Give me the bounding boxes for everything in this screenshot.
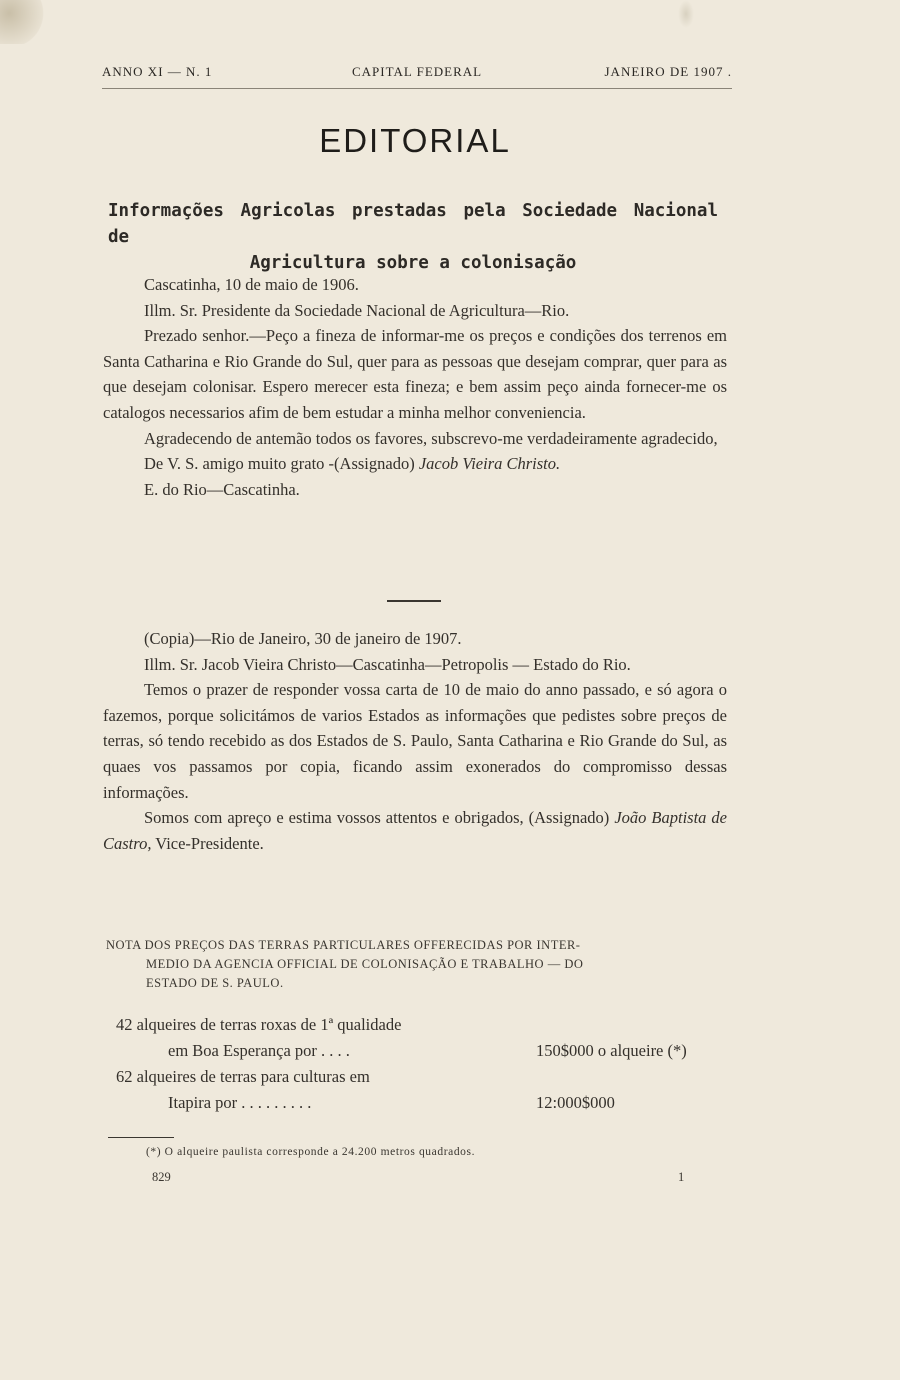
- letter-reply: [103, 626, 727, 856]
- letter-request: [103, 272, 727, 502]
- letter-place-date: Cascatinha, 10 de maio de 1906.: [144, 275, 359, 294]
- header-rule: [102, 88, 732, 89]
- letter-state: E. do Rio—Cascatinha.: [144, 479, 300, 499]
- letter-signature: Jacob Vieira Christo.: [418, 454, 561, 474]
- reply-signature: João Baptista de Castro,: [103, 808, 727, 853]
- item-description: em Boa Esperança por . . . .: [168, 1041, 350, 1060]
- article-subtitle: [108, 198, 718, 276]
- item-description: Itapira por . . . . . . . . .: [168, 1093, 312, 1112]
- price-note-heading: [106, 936, 728, 993]
- header-date: JANEIRO DE 1907 .: [604, 64, 732, 79]
- item-price: 12:000$000: [536, 1093, 615, 1112]
- list-item: [116, 1090, 736, 1116]
- closing-text: De V. S. amigo muito grato -(Assignado): [144, 454, 419, 474]
- header-issue: ANNO XI — N. 1: [102, 64, 213, 79]
- footnote-rule: [108, 1137, 174, 1138]
- page-number: 1: [678, 1170, 685, 1184]
- page-stain: [0, 0, 46, 44]
- reply-address: Illm. Sr. Jacob Vieira Christo—Cascatinha—Petropolis — Estado do Rio.: [144, 654, 631, 674]
- letter-address: Illm. Sr. Presidente da Sociedade Nacional de Agricultura—Rio.: [144, 300, 570, 320]
- letter-closing: [103, 451, 727, 477]
- item-price: 150$000 o alqueire (*): [536, 1041, 687, 1060]
- nota-line-2: MEDIO DA AGENCIA OFFICIAL DE COLONISAÇÃO E TRABALHO — DO: [146, 957, 584, 971]
- list-item: [116, 1038, 736, 1064]
- price-list: [116, 1012, 736, 1116]
- reply-heading: (Copia)—Rio de Janeiro, 30 de janeiro de 1907.: [144, 629, 462, 648]
- subtitle-line-2: Agricultura sobre a colonisação: [249, 253, 577, 273]
- footnote: (*) O alqueire paulista corresponde a 24.200 metros quadrados.: [146, 1146, 476, 1158]
- header-place: CAPITAL FEDERAL: [352, 64, 483, 79]
- list-item: [116, 1012, 736, 1038]
- reply-closing-text: Somos com apreço e estima vossos attentos e obrigados, (Assignado): [144, 808, 615, 828]
- section-separator: [387, 600, 441, 602]
- signature-code: 829: [152, 1170, 171, 1184]
- letter-paragraph: Agradecendo de antemão todos os favores, subscrevo-me verdadeiramente agradecido,: [144, 428, 718, 448]
- letter-paragraph: Prezado senhor.—Peço a fineza de informar-me os preços e condições dos terrenos em Santa Catharina e Rio Grande do Sul, quer para as pessoas que desejam comprar, quer para as que desejam colonisar. Espero merecer esta fineza; e bem assim peço ainda fornecer-me os catalogos necessarios afim de bem estudar a minha melhor conveniencia.: [103, 326, 727, 422]
- nota-line-3: ESTADO DE S. PAULO.: [146, 976, 284, 990]
- subtitle-line-1: Informações Agricolas prestadas pela Sociedade Nacional de: [108, 201, 718, 247]
- list-item: [116, 1064, 736, 1090]
- page-title: EDITORIAL: [319, 122, 511, 159]
- reply-role: Vice-Presidente.: [151, 833, 264, 853]
- reply-paragraph: [103, 805, 727, 856]
- nota-line-1: NOTA DOS PREÇOS DAS TERRAS PARTICULARES OFFERECIDAS POR INTER-: [106, 938, 581, 952]
- reply-paragraph: Temos o prazer de responder vossa carta de 10 de maio do anno passado, e só agora o fazemos, porque solicitámos de varios Estados as informações que pedistes sobre preços de terras, só tendo recebido as dos Estados de S. Paulo, Santa Catharina e Rio Grande do Sul, as quaes vos passamos por copia, ficando assim exonerados do compromisso dessas informações.: [103, 680, 727, 802]
- item-description: 62 alqueires de terras para culturas em: [116, 1067, 370, 1086]
- page-stain: [678, 0, 694, 28]
- item-description: 42 alqueires de terras roxas de 1ª qualidade: [116, 1015, 402, 1034]
